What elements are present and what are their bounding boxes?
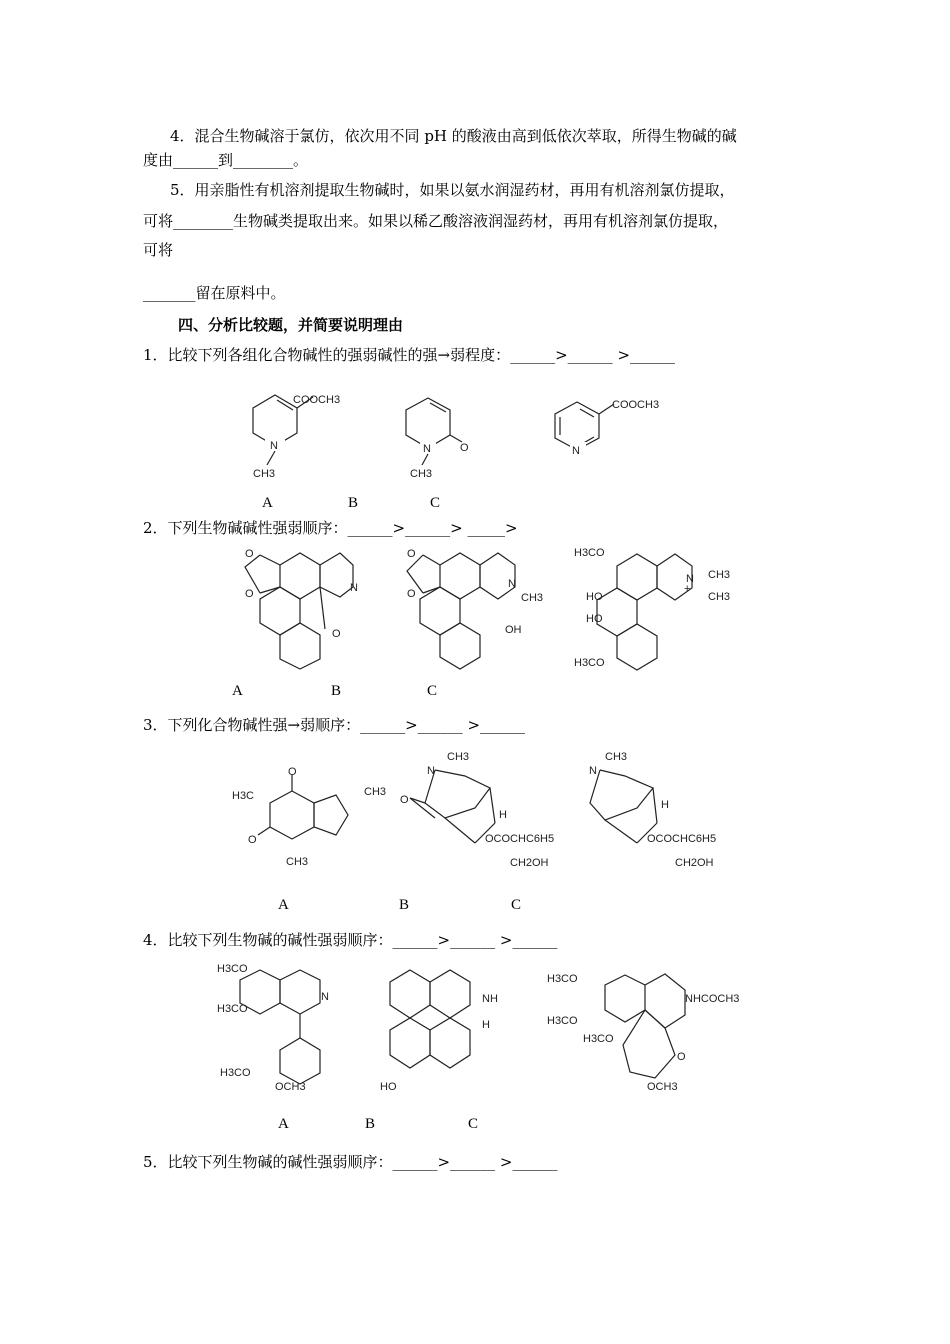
- q2-label-b: B: [331, 683, 342, 699]
- q4a-h3co3: H3CO: [220, 1067, 251, 1079]
- q3b-o: O: [400, 794, 409, 806]
- question-5: 5．比较下列生物碱的碱性强弱顺序：______>______ >______: [143, 1153, 558, 1171]
- q2a-n: N: [350, 582, 358, 594]
- fill-q4-line2: 度由______到________。: [143, 151, 309, 169]
- q4c-o: O: [677, 1051, 686, 1063]
- q2a-o2: O: [245, 588, 254, 600]
- q2b-o2: O: [407, 588, 416, 600]
- q3b-ch3: CH3: [447, 751, 470, 763]
- q1a-ch3: CH3: [253, 468, 276, 480]
- fill-q5-line2: 可将________生物碱类提取出来。如果以稀乙酸溶液润湿药材，再用有机溶剂氯仿提取，: [143, 212, 729, 230]
- q3-structure-a: [230, 765, 390, 875]
- q2c-plus: +: [684, 583, 691, 595]
- q2-structure-a: [225, 545, 358, 670]
- q4a-n: N: [321, 991, 329, 1003]
- q3-structure-c: [575, 748, 745, 873]
- q3a-ch3b: CH3: [364, 786, 387, 798]
- q1-label-a: A: [262, 495, 273, 511]
- q3b-ester: OCOCHC6H5: [485, 833, 555, 845]
- q4-structure-b: [380, 960, 510, 1095]
- q3c-ch3: CH3: [605, 751, 628, 763]
- q1a-cooch3: COOCH3: [293, 394, 341, 406]
- q1-label-c: C: [430, 495, 441, 511]
- q2c-n: N: [686, 573, 694, 585]
- q2a-o1: O: [245, 548, 254, 560]
- question-3: 3．下列化合物碱性强→弱顺序：______>______ >______: [143, 716, 526, 734]
- q1a-n: N: [270, 440, 278, 452]
- q1b-n: N: [423, 443, 431, 455]
- q2c-h3co1: H3CO: [574, 547, 605, 559]
- q3c-h: H: [661, 799, 669, 811]
- q3-label-b: B: [399, 897, 410, 913]
- q2a-o3: O: [332, 628, 341, 640]
- q2c-ho2: HO: [586, 613, 603, 625]
- q4c-h3co3: H3CO: [583, 1033, 614, 1045]
- q2b-oh: OH: [505, 624, 522, 636]
- section-title: 四、分析比较题，并简要说明理由: [178, 316, 404, 334]
- q3a-ch3: CH3: [286, 856, 309, 868]
- q4-structure-a: [215, 958, 355, 1098]
- q4b-nh: NH: [482, 993, 498, 1005]
- q4-structure-c: [545, 960, 750, 1095]
- q3c-ch2oh: CH2OH: [675, 857, 714, 869]
- q4c-och3: OCH3: [647, 1081, 678, 1093]
- q1-structure-a: [225, 385, 365, 485]
- q1-structure-c: [552, 392, 682, 462]
- q4b-ho: HO: [380, 1081, 397, 1093]
- q1b-ch3: CH3: [410, 468, 433, 480]
- q3b-ch2oh: CH2OH: [510, 857, 549, 869]
- q3a-o1: O: [288, 766, 297, 778]
- q3c-ester: OCOCHC6H5: [647, 833, 717, 845]
- fill-q5-line1: 5．用亲脂性有机溶剂提取生物碱时，如果以氨水润湿药材，再用有机溶剂氯仿提取，: [170, 181, 735, 199]
- q2c-ho1: HO: [586, 591, 603, 603]
- q4a-och3: OCH3: [275, 1081, 306, 1093]
- q3a-h3c: H3C: [232, 790, 255, 802]
- q3b-n: N: [427, 765, 435, 777]
- q2c-h3co2: H3CO: [574, 657, 605, 669]
- question-4: 4．比较下列生物碱的碱性强弱顺序：______>______ >______: [143, 931, 558, 949]
- question-2: 2．下列生物碱碱性强弱顺序：______>______> _____>: [143, 519, 518, 537]
- q3-structure-b: [395, 748, 565, 873]
- q2c-ch3-2: CH3: [708, 591, 731, 603]
- fill-q5-line4: _______留在原料中。: [143, 284, 286, 302]
- q1c-cooch3: COOCH3: [612, 399, 660, 411]
- q2-structure-b: [395, 545, 545, 670]
- q4c-h3co2: H3CO: [547, 1015, 578, 1027]
- q2c-ch3-1: CH3: [708, 569, 731, 581]
- q4a-h3co2: H3CO: [217, 1003, 248, 1015]
- q4c-h3co1: H3CO: [547, 973, 578, 985]
- q2-label-c: C: [427, 683, 438, 699]
- q1c-n: N: [572, 445, 580, 457]
- q1-structure-b: [398, 390, 488, 485]
- q4-label-c: C: [468, 1116, 479, 1132]
- q2-structure-c: [572, 542, 742, 672]
- q2b-ch3: CH3: [521, 592, 544, 604]
- q2b-n: N: [508, 578, 516, 590]
- q2-label-a: A: [232, 683, 243, 699]
- q3c-n: N: [589, 765, 597, 777]
- q1b-o: O: [460, 442, 469, 454]
- q4a-h3co1: H3CO: [217, 963, 248, 975]
- q3a-o2: O: [248, 834, 257, 846]
- fill-q5-line3: 可将: [143, 241, 174, 259]
- fill-q4-line1: 4．混合生物碱溶于氯仿，依次用不同 pH 的酸液由高到低依次萃取，所得生物碱的碱: [170, 127, 737, 145]
- q4b-h: H: [482, 1019, 490, 1031]
- q4-label-a: A: [278, 1116, 289, 1132]
- q3b-h: H: [499, 809, 507, 821]
- q1-label-b: B: [348, 495, 359, 511]
- question-1: 1．比较下列各组化合物碱性的强弱碱性的强→弱程度：______>______ >______: [143, 346, 676, 364]
- q3-label-c: C: [511, 897, 522, 913]
- q4-label-b: B: [365, 1116, 376, 1132]
- q2b-o1: O: [407, 548, 416, 560]
- q4c-nhcoch3: NHCOCH3: [685, 993, 740, 1005]
- q3-label-a: A: [278, 897, 289, 913]
